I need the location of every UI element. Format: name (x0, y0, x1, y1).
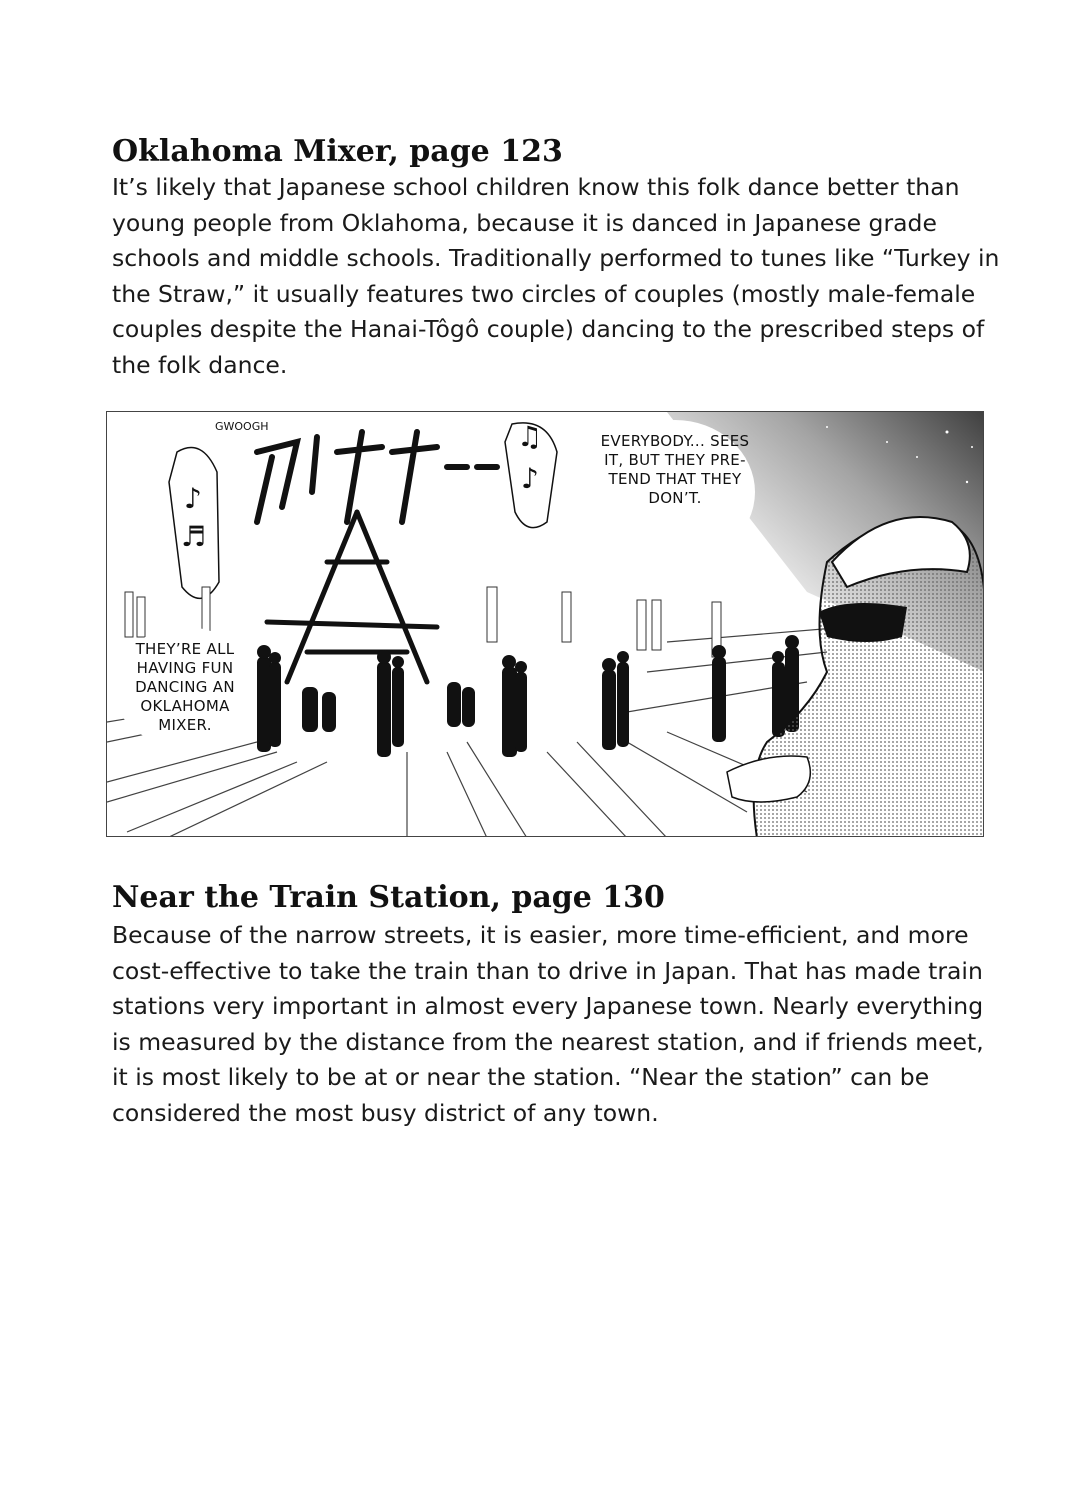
music-note-icon: ♪ (184, 482, 202, 515)
section-body-oklahoma-mixer: It’s likely that Japanese school children know this folk dance better than young people from Oklahoma, because it is danced in Japanese grade schools and middle schools. Traditionally performed to tunes like “Turkey in the Straw,” it usually features two circles of couples (mostly male-female couples despite the Hanai-Tôgô couple) dancing to the prescribed steps of the folk dance. (112, 173, 1000, 379)
manga-panel-illustration (106, 411, 984, 837)
panel-artwork (107, 412, 984, 837)
sfx-gwoogh: GWOOGH (215, 420, 269, 433)
music-note-icon: ♬ (181, 520, 207, 553)
section-body-near-train-station: Because of the narrow streets, it is easier, more time-efficient, and more cost-effective to take the train than to drive in Japan. That has made train stations very important in almost every Japanese town. Nearly everything is measured by the distance from the nearest station, and if friends meet, it is most likely to be at or near the station. “Near the station” can be considered the most busy district of any town. (112, 921, 984, 1127)
section-title-near-train-station: Near the Train Station, page 130 (112, 880, 665, 915)
music-note-icon: ♪ (521, 462, 539, 495)
speech-bubble-everybody: EVERYBODY... SEES IT, BUT THEY PRE-TEND THAT THEY DON’T. (600, 432, 750, 507)
music-note-icon: ♫ (517, 420, 543, 453)
speech-bubble-having-fun: THEY’RE ALL HAVING FUN DANCING AN OKLAHOMA MIXER. (135, 640, 235, 734)
section-title-oklahoma-mixer: Oklahoma Mixer, page 123 (112, 134, 563, 169)
